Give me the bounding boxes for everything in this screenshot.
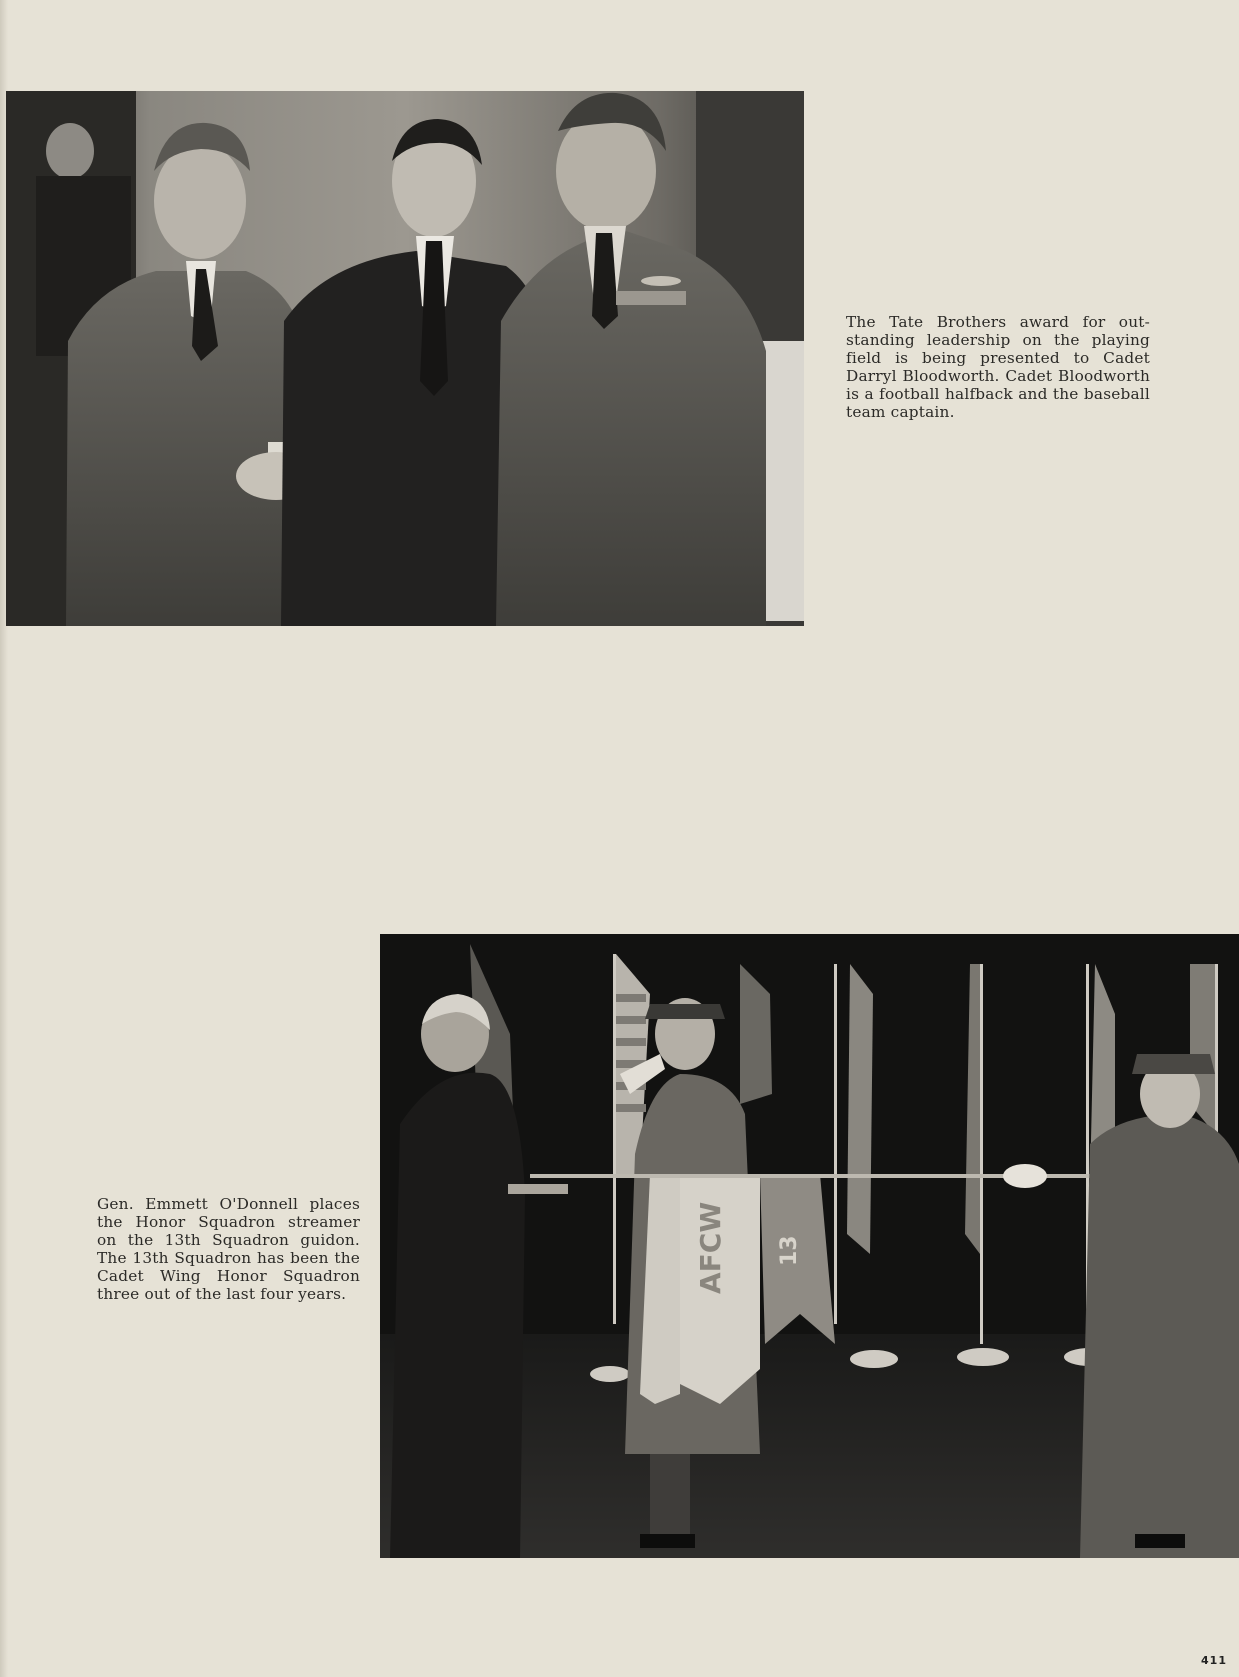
ceremony-caption: Gen. Emmett O'Donnell places the Honor Squadron streamer on the 13th Squadron guidon. The 13th Squadron has been the Cadet Wing Honor Squadron three out of the last four years. <box>97 1195 360 1303</box>
page-number: 411 <box>1201 1654 1227 1667</box>
award-caption: The Tate Brothers award for out-standing leadership on the playing field is being presented to Cadet Darryl Bloodworth. Cadet Bloodworth is a football halfback and the baseball team captain. <box>846 313 1150 421</box>
guidon-number-text: 13 <box>777 1235 802 1266</box>
guidon-afcw-text: AFCW <box>694 1201 727 1294</box>
award-presentation-photo <box>6 91 804 626</box>
honor-squadron-ceremony-photo <box>380 934 1239 1558</box>
award-presentation-image <box>6 91 804 626</box>
honor-squadron-ceremony-image <box>380 934 1239 1558</box>
